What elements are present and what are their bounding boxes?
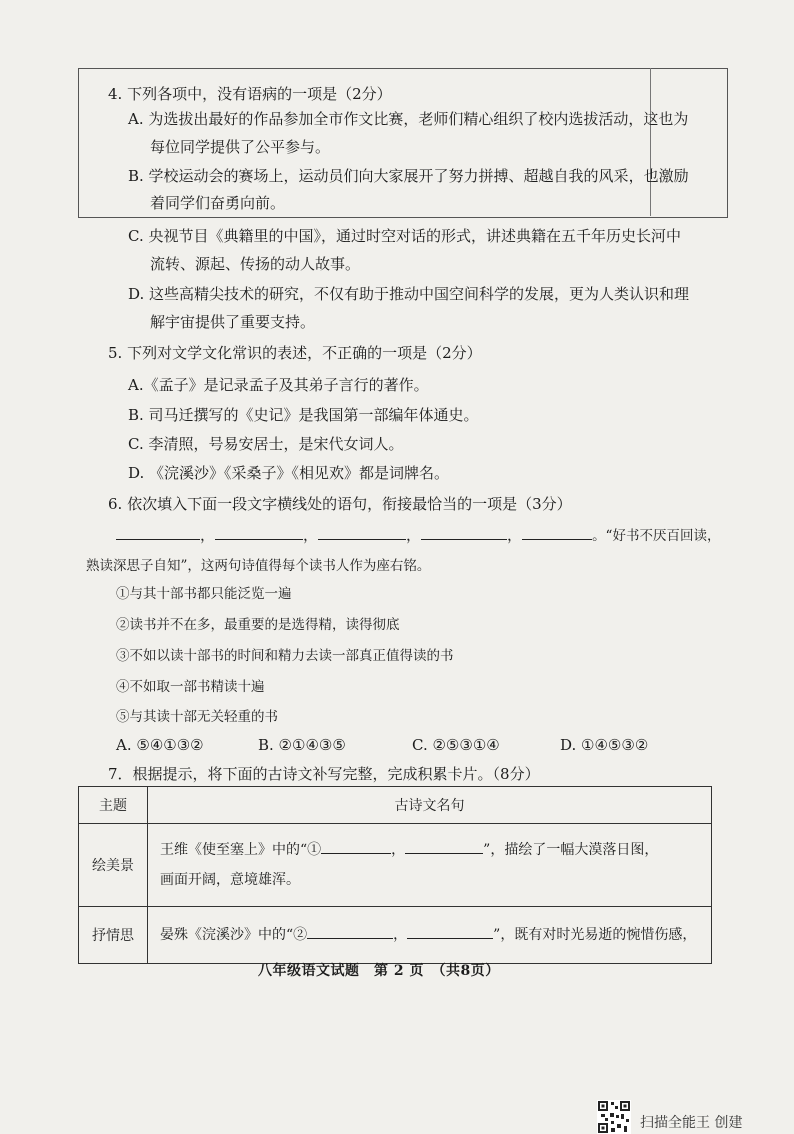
page-footer: 八年级语文试题 第 2 页 （共8页）: [258, 963, 500, 979]
row2-blank-a[interactable]: [307, 922, 393, 939]
q5-option-a: A.《孟子》是记录孟子及其弟子言行的著作。: [128, 376, 429, 394]
q4-option-d-line1: D. 这些高精尖技术的研究，不仅有助于推动中国空间科学的发展，更为人类认识和理: [128, 285, 690, 303]
q6-blank-5[interactable]: [522, 525, 592, 540]
q6-sentence-3: ③不如以读十部书的时间和精力去读一部真正值得读的书: [116, 648, 454, 664]
q6-passage-line2: 熟读深思子自知”，这两句诗值得每个读书人作为座右铭。: [86, 558, 431, 574]
table-row: [79, 907, 712, 964]
q6-sep: ，: [406, 526, 422, 544]
q5-option-d: D. 《浣溪沙》《采桑子》《相见欢》都是词牌名。: [128, 464, 450, 482]
q6-option-d: D. ①④⑤③②: [560, 736, 649, 754]
q5-option-c: C. 李清照，号易安居士，是宋代女词人。: [128, 435, 404, 453]
row1-blank-b[interactable]: [405, 837, 483, 854]
q5-stem: 5. 下列对文学文化常识的表述，不正确的一项是（2分）: [108, 344, 482, 362]
row1-line1: [160, 835, 710, 865]
q4-option-b-line2: 着同学们奋勇向前。: [150, 194, 286, 212]
accumulation-card-table: [78, 786, 712, 964]
table-divider: [650, 68, 651, 216]
row2-content: [148, 907, 712, 964]
q6-blank-4[interactable]: [421, 525, 507, 540]
q6-sep: ，: [303, 526, 319, 544]
row1-sep: ，: [391, 842, 406, 858]
q6-sentence-1: ①与其十部书都只能泛览一遍: [116, 586, 292, 602]
q4-option-c-line1: C. 央视节目《典籍里的中国》，通过时空对话的形式，讲述典籍在五千年历史长河中: [128, 227, 681, 245]
qr-code-icon: [597, 1100, 631, 1134]
q4-option-b-line1: B. 学校运动会的赛场上，运动员们向大家展开了努力拼搏、超越自我的风采，也激励: [128, 167, 689, 185]
q6-stem: 6. 依次填入下面一段文字横线处的语句，衔接最恰当的一项是（3分）: [108, 495, 572, 513]
q4-option-d-line2: 解宇宙提供了重要支持。: [150, 313, 316, 331]
table-header-row: [79, 787, 712, 824]
row2-pre: 晏殊《浣溪沙》中的“②: [160, 927, 308, 943]
row1-post: ”，描绘了一幅大漠落日图，: [483, 842, 659, 858]
table-row: [79, 824, 712, 907]
q6-sep: ，: [200, 526, 216, 544]
row1-theme: 绘美景: [79, 824, 148, 907]
q6-blank-2[interactable]: [215, 525, 303, 540]
q4-option-c-line2: 流转、源起、传扬的动人故事。: [150, 255, 361, 273]
row1-blank-a[interactable]: [321, 837, 391, 854]
q6-sep: ，: [507, 526, 523, 544]
row2-blank-b[interactable]: [407, 922, 493, 939]
q4-stem: 4. 下列各项中，没有语病的一项是（2分）: [108, 85, 392, 103]
q4-option-a-line2: 每位同学提供了公平参与。: [150, 138, 331, 156]
q4-option-a-line1: A. 为选拔出最好的作品参加全市作文比赛，老师们精心组织了校内选拔活动，这也为: [128, 110, 689, 128]
scanner-brand-label: 扫描全能王 创建: [640, 1115, 743, 1131]
q6-blank-3[interactable]: [318, 525, 406, 540]
row1-line2: 画面开阔，意境雄浑。: [160, 872, 300, 888]
q6-blank-line: [116, 524, 721, 544]
q6-option-b: B. ②①④③⑤: [258, 736, 346, 754]
header-theme: 主题: [79, 787, 148, 824]
q6-option-a: A. ⑤④①③②: [116, 736, 204, 754]
q6-sentence-2: ②读书并不在多，最重要的是选得精，读得彻底: [116, 617, 400, 633]
row1-content: [148, 824, 712, 907]
row2-sep: ，: [393, 927, 408, 943]
q6-quote-tail: 。“好书不厌百回读，: [592, 528, 721, 544]
q5-option-b: B. 司马迁撰写的《史记》是我国第一部编年体通史。: [128, 406, 479, 424]
row2-post: ”，既有对时光易逝的惋惜伤感，: [493, 927, 697, 943]
q6-option-c: C. ②⑤③①④: [412, 736, 500, 754]
header-title: 古诗文名句: [148, 787, 712, 824]
row2-line1: [160, 920, 710, 950]
row2-theme: 抒情思: [79, 907, 148, 964]
q6-sentence-5: ⑤与其读十部无关轻重的书: [116, 709, 278, 725]
row1-pre: 王维《使至塞上》中的“①: [160, 842, 322, 858]
q6-sentence-4: ④不如取一部书精读十遍: [116, 679, 265, 695]
q7-stem: 7．根据提示，将下面的古诗文补写完整，完成积累卡片。（8分）: [108, 765, 540, 783]
q6-blank-1[interactable]: [116, 525, 200, 540]
